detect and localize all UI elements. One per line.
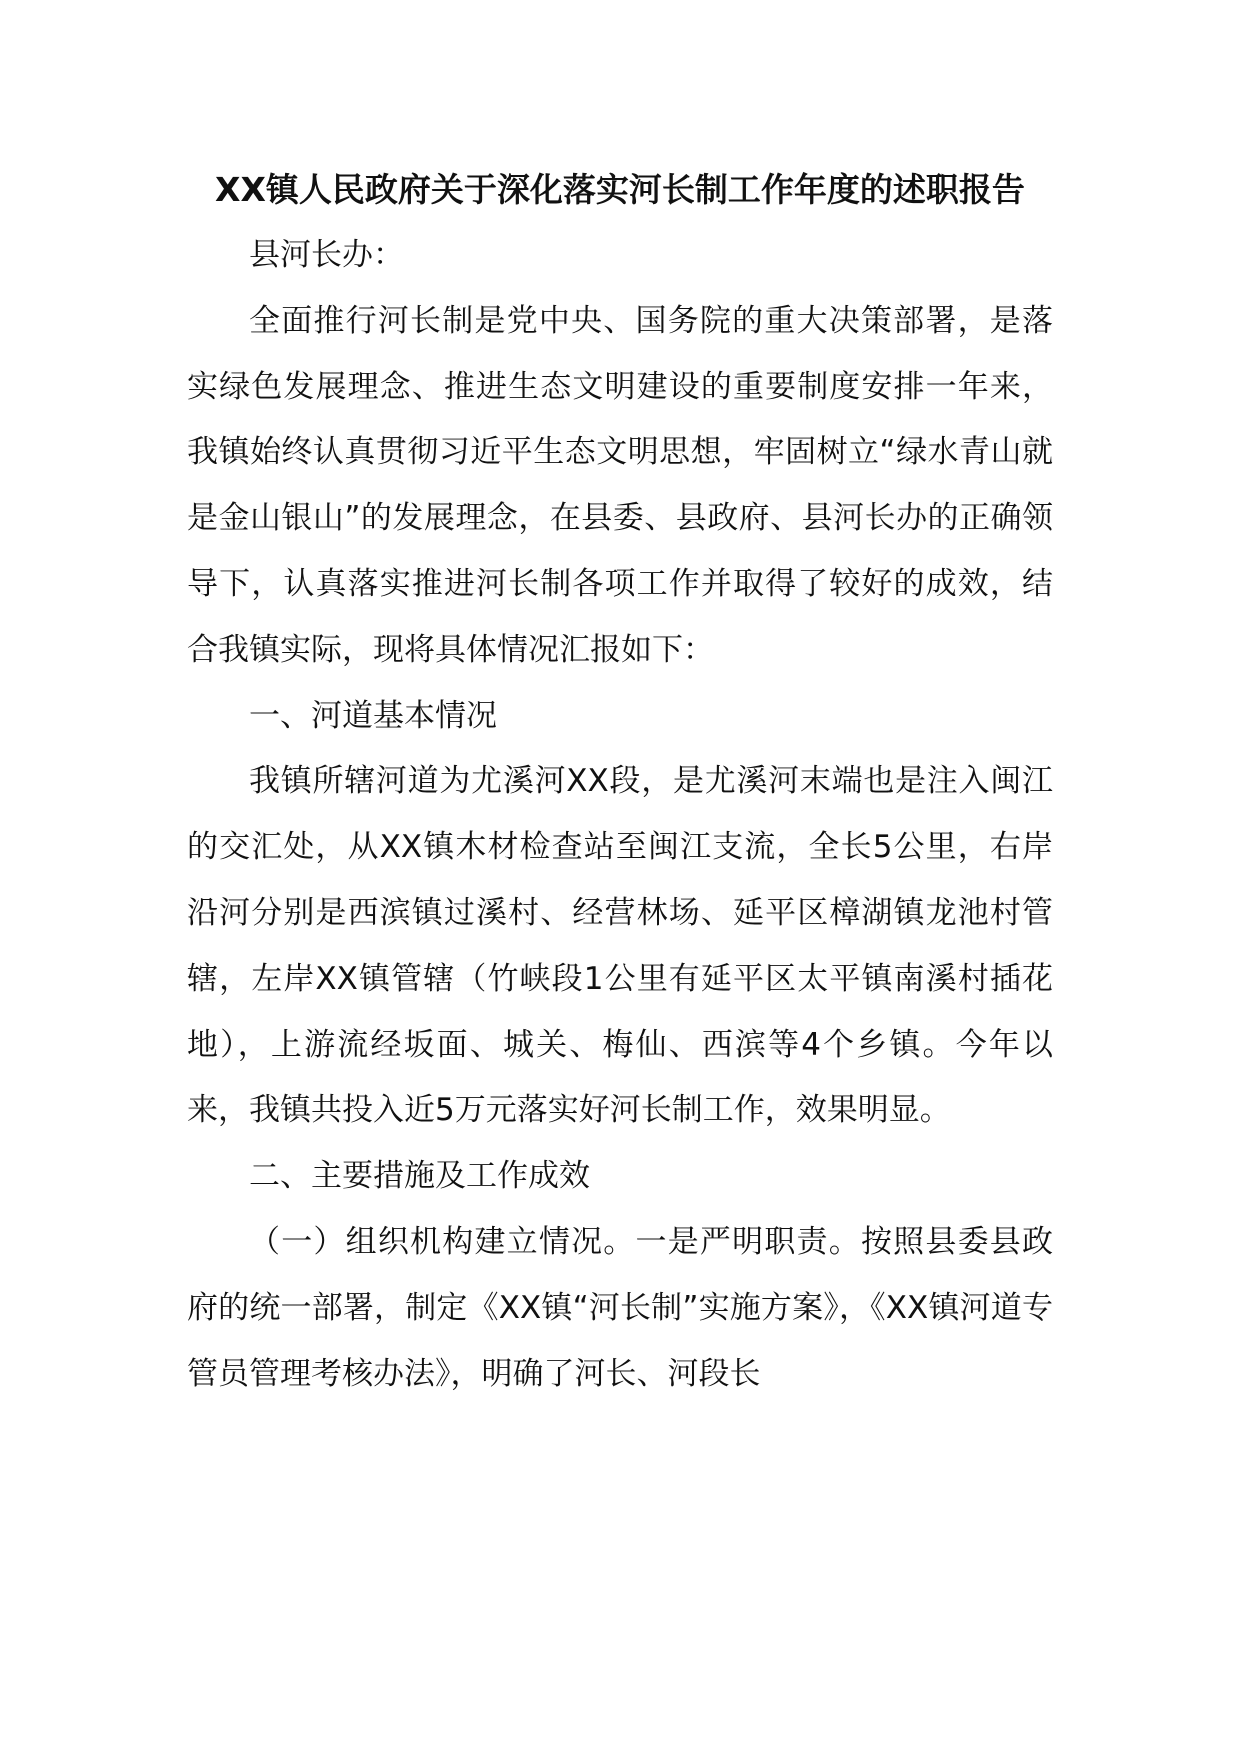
section-heading-2: 二、主要措施及工作成效 <box>249 1158 590 1195</box>
document-title: XX镇人民政府关于深化落实河长制工作年度的述职报告 <box>215 170 1025 209</box>
measures-paragraph: （一）组织机构建立情况。一是严明职责。按照县委县政府的统一部署，制定《XX镇“河长制”实施方案》，《XX镇河道专管员管理考核办法》，明确了河长、河段长 <box>187 1223 1053 1392</box>
salutation: 县河长办： <box>249 237 404 273</box>
river-basic-paragraph: 我镇所辖河道为尤溪河XX段，是尤溪河末端也是注入闽江的交汇处，从XX镇木材检查站至闽江支流，全长5公里，右岸沿河分别是西滨镇过溪村、经营林场、延平区樟湖镇龙池村管辖，左岸XX镇管辖（竹峡段1公里有延平区太平镇南溪村插花地），上游流经坂面、城关、梅仙、西滨等4个乡镇。今年以来，我镇共投入近5万元落实好河长制工作，效果明显。 <box>187 763 1053 1129</box>
section-heading-1: 一、河道基本情况 <box>249 697 497 734</box>
intro-paragraph: 全面推行河长制是党中央、国务院的重大决策部署，是落实绿色发展理念、推进生态文明建设的重要制度安排一年来，我镇始终认真贯彻习近平生态文明思想，牢固树立“绿水青山就是金山银山”的发展理念，在县委、县政府、县河长办的正确领导下，认真落实推进河长制各项工作并取得了较好的成效，结合我镇实际，现将具体情况汇报如下： <box>187 302 1053 668</box>
document-body <box>187 157 1053 1407</box>
